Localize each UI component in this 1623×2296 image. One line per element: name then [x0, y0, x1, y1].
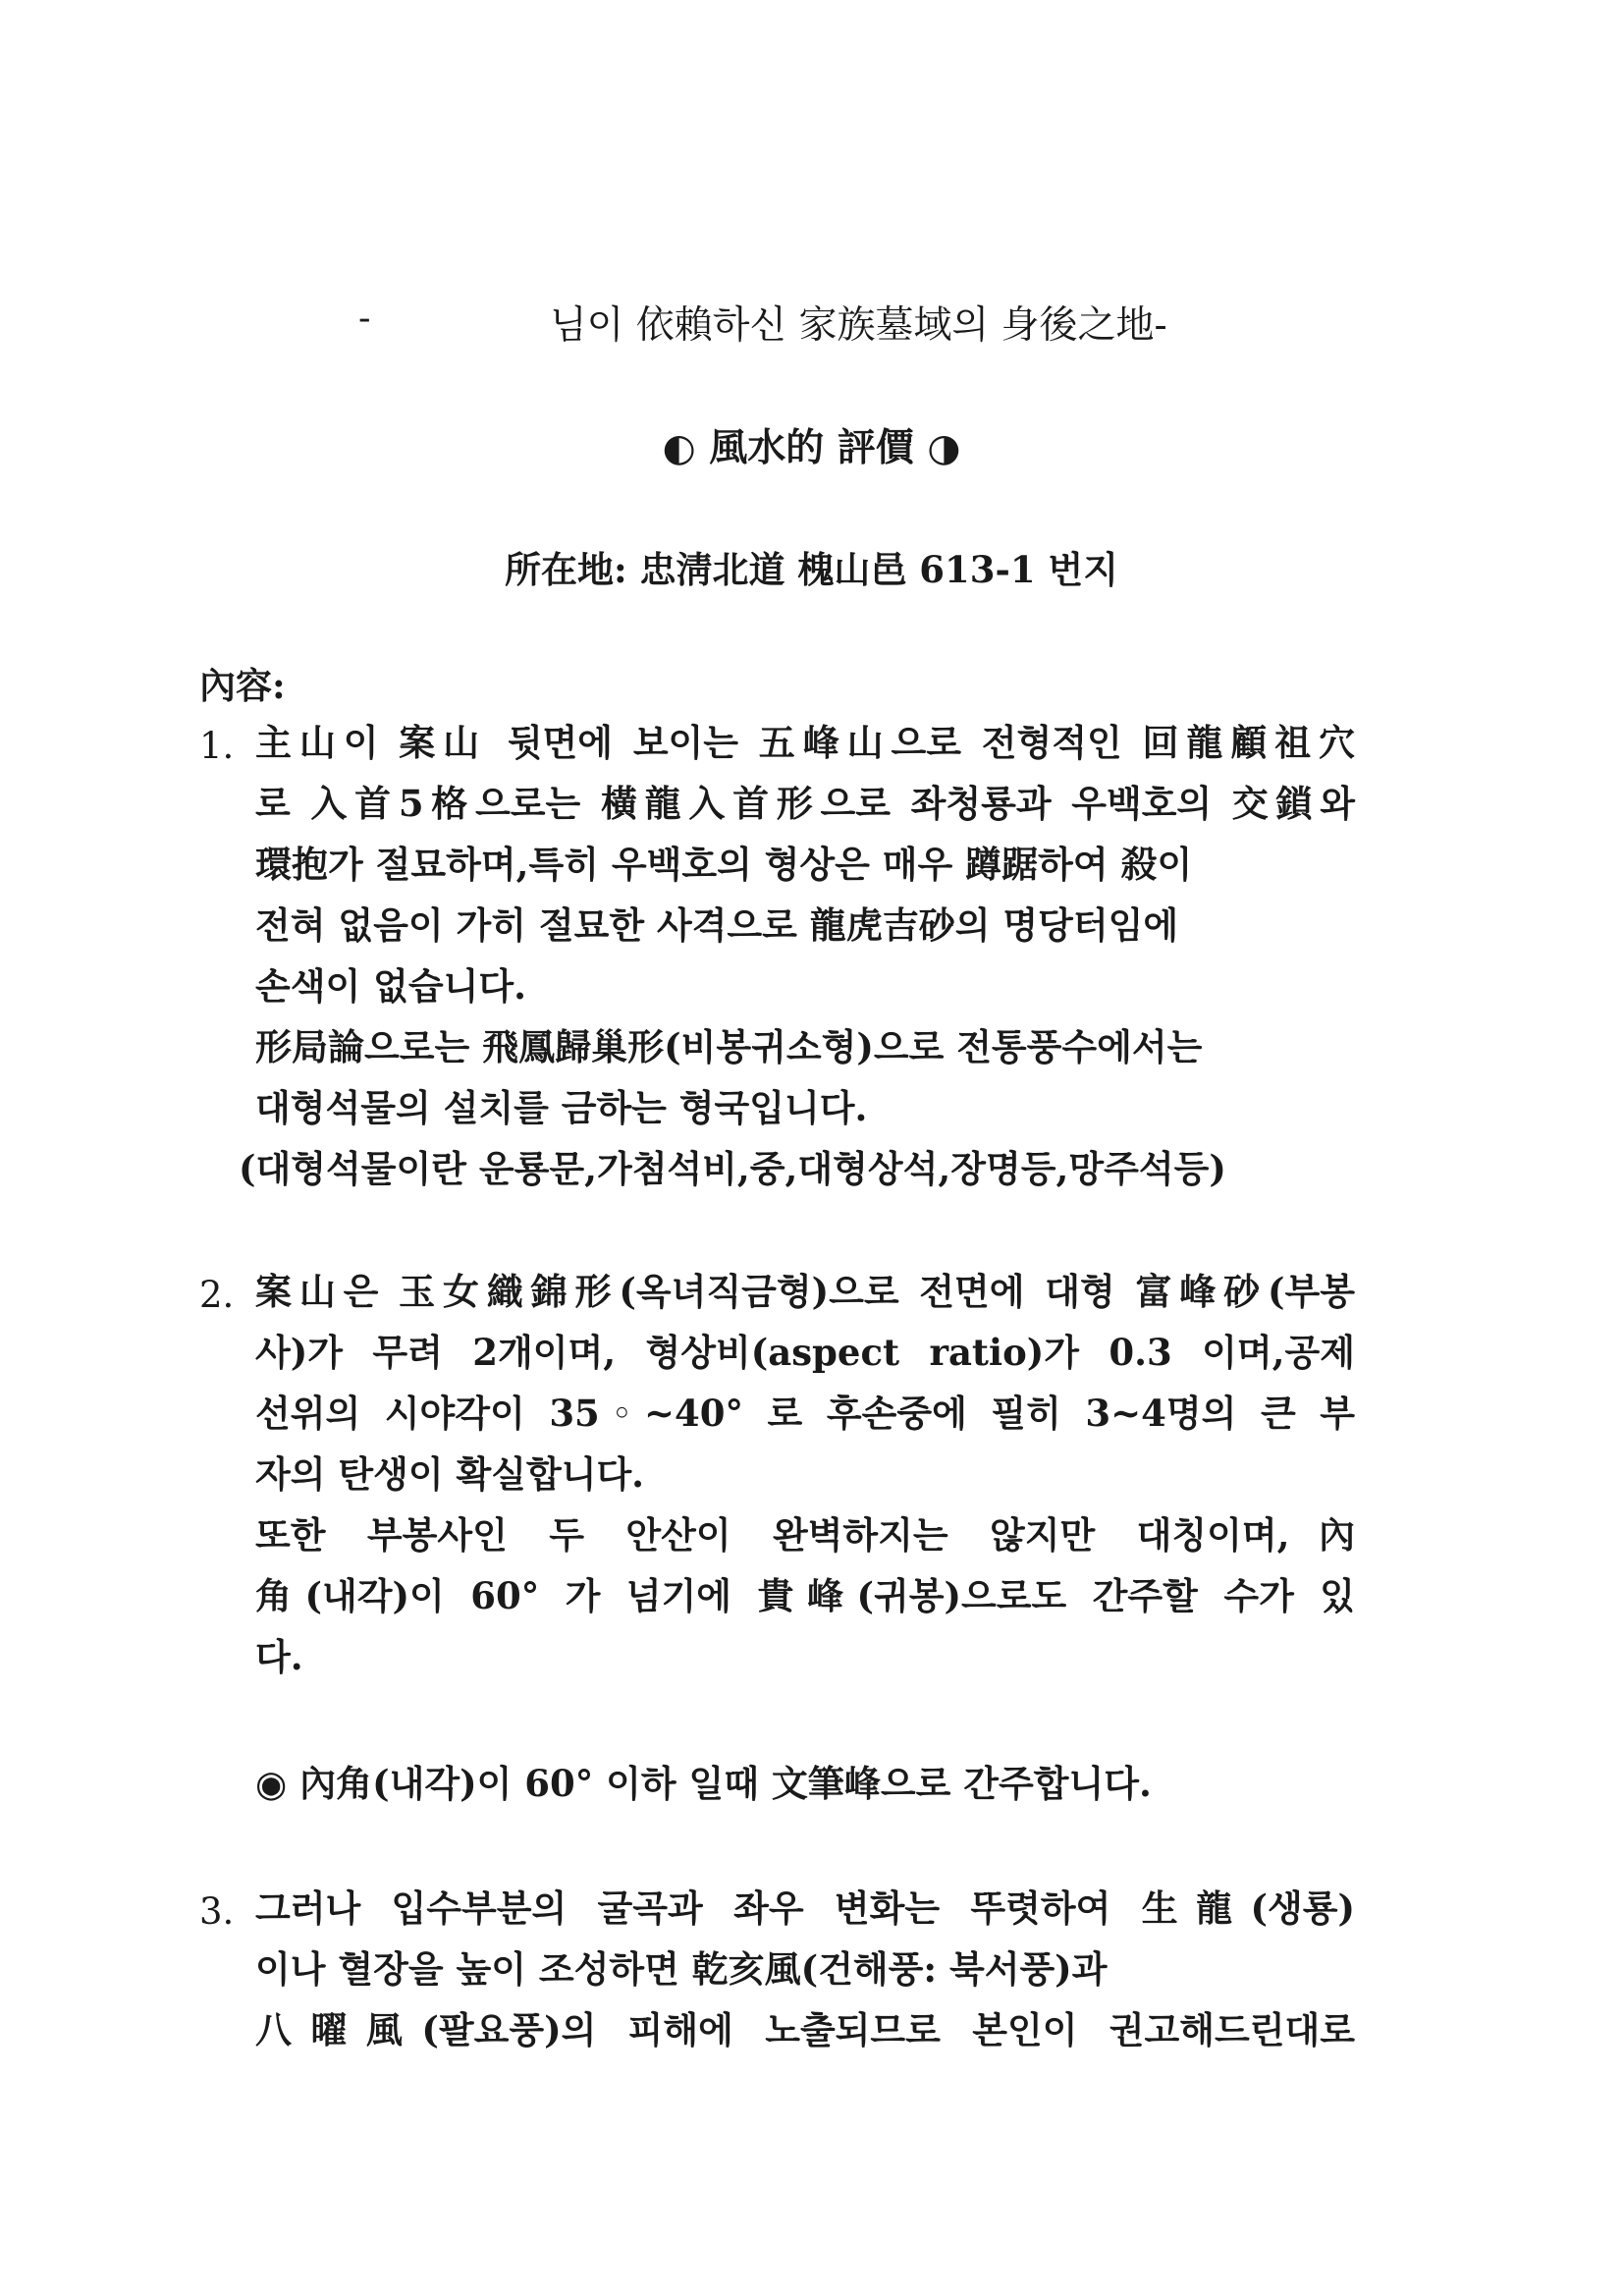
section-1-line-5: 손색이 없습니다. [255, 964, 526, 1008]
section-2-number: 2. [199, 1274, 235, 1316]
section-3-line-3: 八曜風(팔요풍)의 피해에 노출되므로 본인이 권고해드린대로 [255, 2008, 1355, 2051]
page-title: 님이 依賴하신 家族墓域의 身後之地- [550, 303, 1167, 348]
title-dash: - [358, 297, 371, 339]
section-2-note: ◉ 內角(내각)이 60° 이하 일때 文筆峰으로 간주합니다. [255, 1762, 1152, 1805]
section-1-line-6: 形局論으로는 飛鳳歸巢形(비봉귀소형)으로 전통풍수에서는 [255, 1025, 1203, 1068]
section-2-line-5: 또한 부봉사인 두 안산이 완벽하지는 않지만 대칭이며,內 [255, 1513, 1355, 1557]
section-1-number: 1. [199, 725, 235, 767]
section-2-line-1: 案山은 玉女織錦形(옥녀직금형)으로 전면에 대형 富峰砂(부봉 [255, 1270, 1355, 1313]
section-1-line-4: 전혀 없음이 가히 절묘한 사격으로 龍虎吉砂의 명당터임에 [255, 903, 1179, 947]
section-2-line-2: 사)가 무려 2개이며, 형상비(aspect ratio)가 0.3 이며,공제 [255, 1331, 1355, 1374]
section-3-line-2: 이나 혈장을 높이 조성하면 乾亥風(건해풍: 북서풍)과 [255, 1947, 1108, 1991]
section-3-number: 3. [199, 1890, 235, 1933]
location-line: 所在地: 忠淸北道 槐山邑 613-1 번지 [504, 548, 1118, 591]
section-2-line-3: 선위의 시야각이 35◦~40° 로 후손중에 필히 3~4명의 큰 부 [255, 1392, 1355, 1435]
section-1-line-3: 環抱가 절묘하며,특히 우백호의 형상은 매우 蹲踞하여 殺이 [255, 843, 1193, 886]
section-2-line-7: 다. [255, 1635, 303, 1678]
content-label: 內容: [199, 664, 286, 707]
section-1-line-1: 主山이 案山 뒷면에 보이는 五峰山으로 전형적인 回龍顧祖穴 [255, 721, 1355, 764]
section-1-line-7: 대형석물의 설치를 금하는 형국입니다. [255, 1086, 868, 1129]
section-1-line-8: (대형석물이란 운룡문,가첨석비,중,대형상석,장명등,망주석등) [239, 1147, 1226, 1190]
section-3-line-1: 그러나 입수부분의 굴곡과 좌우 변화는 뚜렷하여 生龍(생룡) [255, 1886, 1355, 1930]
section-2-line-4: 자의 탄생이 확실합니다. [255, 1452, 645, 1496]
page-subtitle: ◐ 風水的 評價 ◑ [662, 425, 961, 470]
section-1-line-2: 로 入首5格으로는 橫龍入首形으로 좌청룡과 우백호의 交鎖와 [255, 782, 1355, 825]
section-2-line-6: 角(내각)이 60° 가 넘기에 貴峰(귀봉)으로도 간주할 수가 있 [255, 1574, 1355, 1617]
